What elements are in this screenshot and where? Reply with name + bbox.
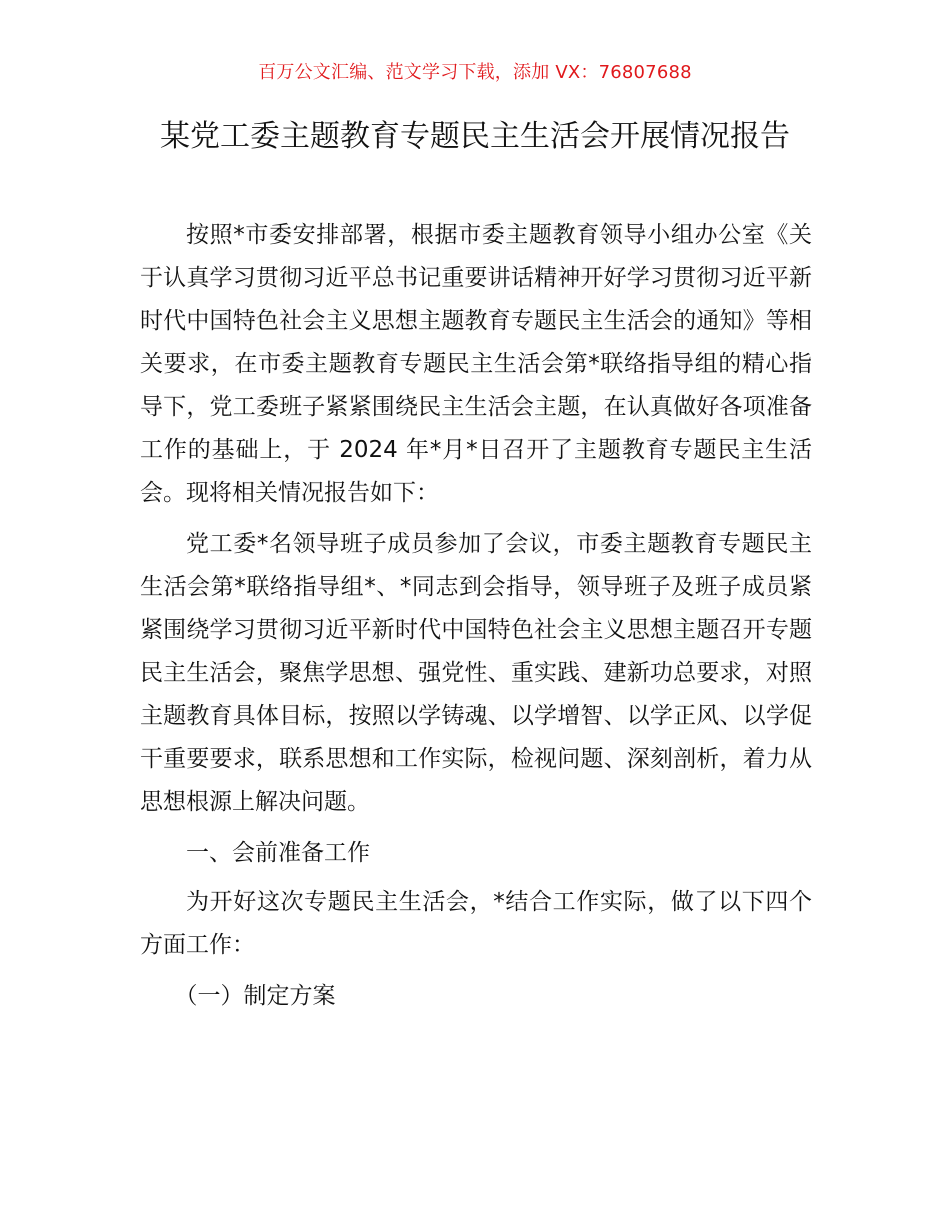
attendance-paragraph: 党工委*名领导班子成员参加了会议，市委主题教育专题民主生活会第*联络指导组*、*同志到会指导，领导班子及班子成员紧紧围绕学习贯彻习近平新时代中国特色社会主义思想主题召开专题民主生活会，聚焦学思想、强党性、重实践、建新功总要求，对照主题教育具体目标，按照以学铸魂、以学增智、以学正风、以学促干重要要求，联系思想和工作实际，检视问题、深刻剖析，着力从思想根源上解决问题。 [140,531,812,815]
document-body [140,214,812,1026]
section-paragraph: 为开好这次专题民主生活会，*结合工作实际，做了以下四个方面工作： [140,889,812,958]
intro-paragraph: 按照*市委安排部署，根据市委主题教育领导小组办公室《关于认真学习贯彻习近平总书记重要讲话精神开好学习贯彻习近平新时代中国特色社会主义思想主题教育专题民主生活会的通知》等相关要求，在市委主题教育专题民主生活会第*联络指导组的精心指导下，党工委班子紧紧围绕民主生活会主题，在认真做好各项准备工作的基础上，于 2024 年*月*日召开了主题教育专题民主生活会。现将相关情况报告如下： [140,222,812,506]
subsection-heading: （一）制定方案 [174,983,336,1009]
section-heading: 一、会前准备工作 [186,840,370,866]
header-download-note: 百万公文汇编、范文学习下载，添加 VX：76807688 [258,62,692,83]
document-title: 某党工委主题教育专题民主生活会开展情况报告 [160,119,790,154]
